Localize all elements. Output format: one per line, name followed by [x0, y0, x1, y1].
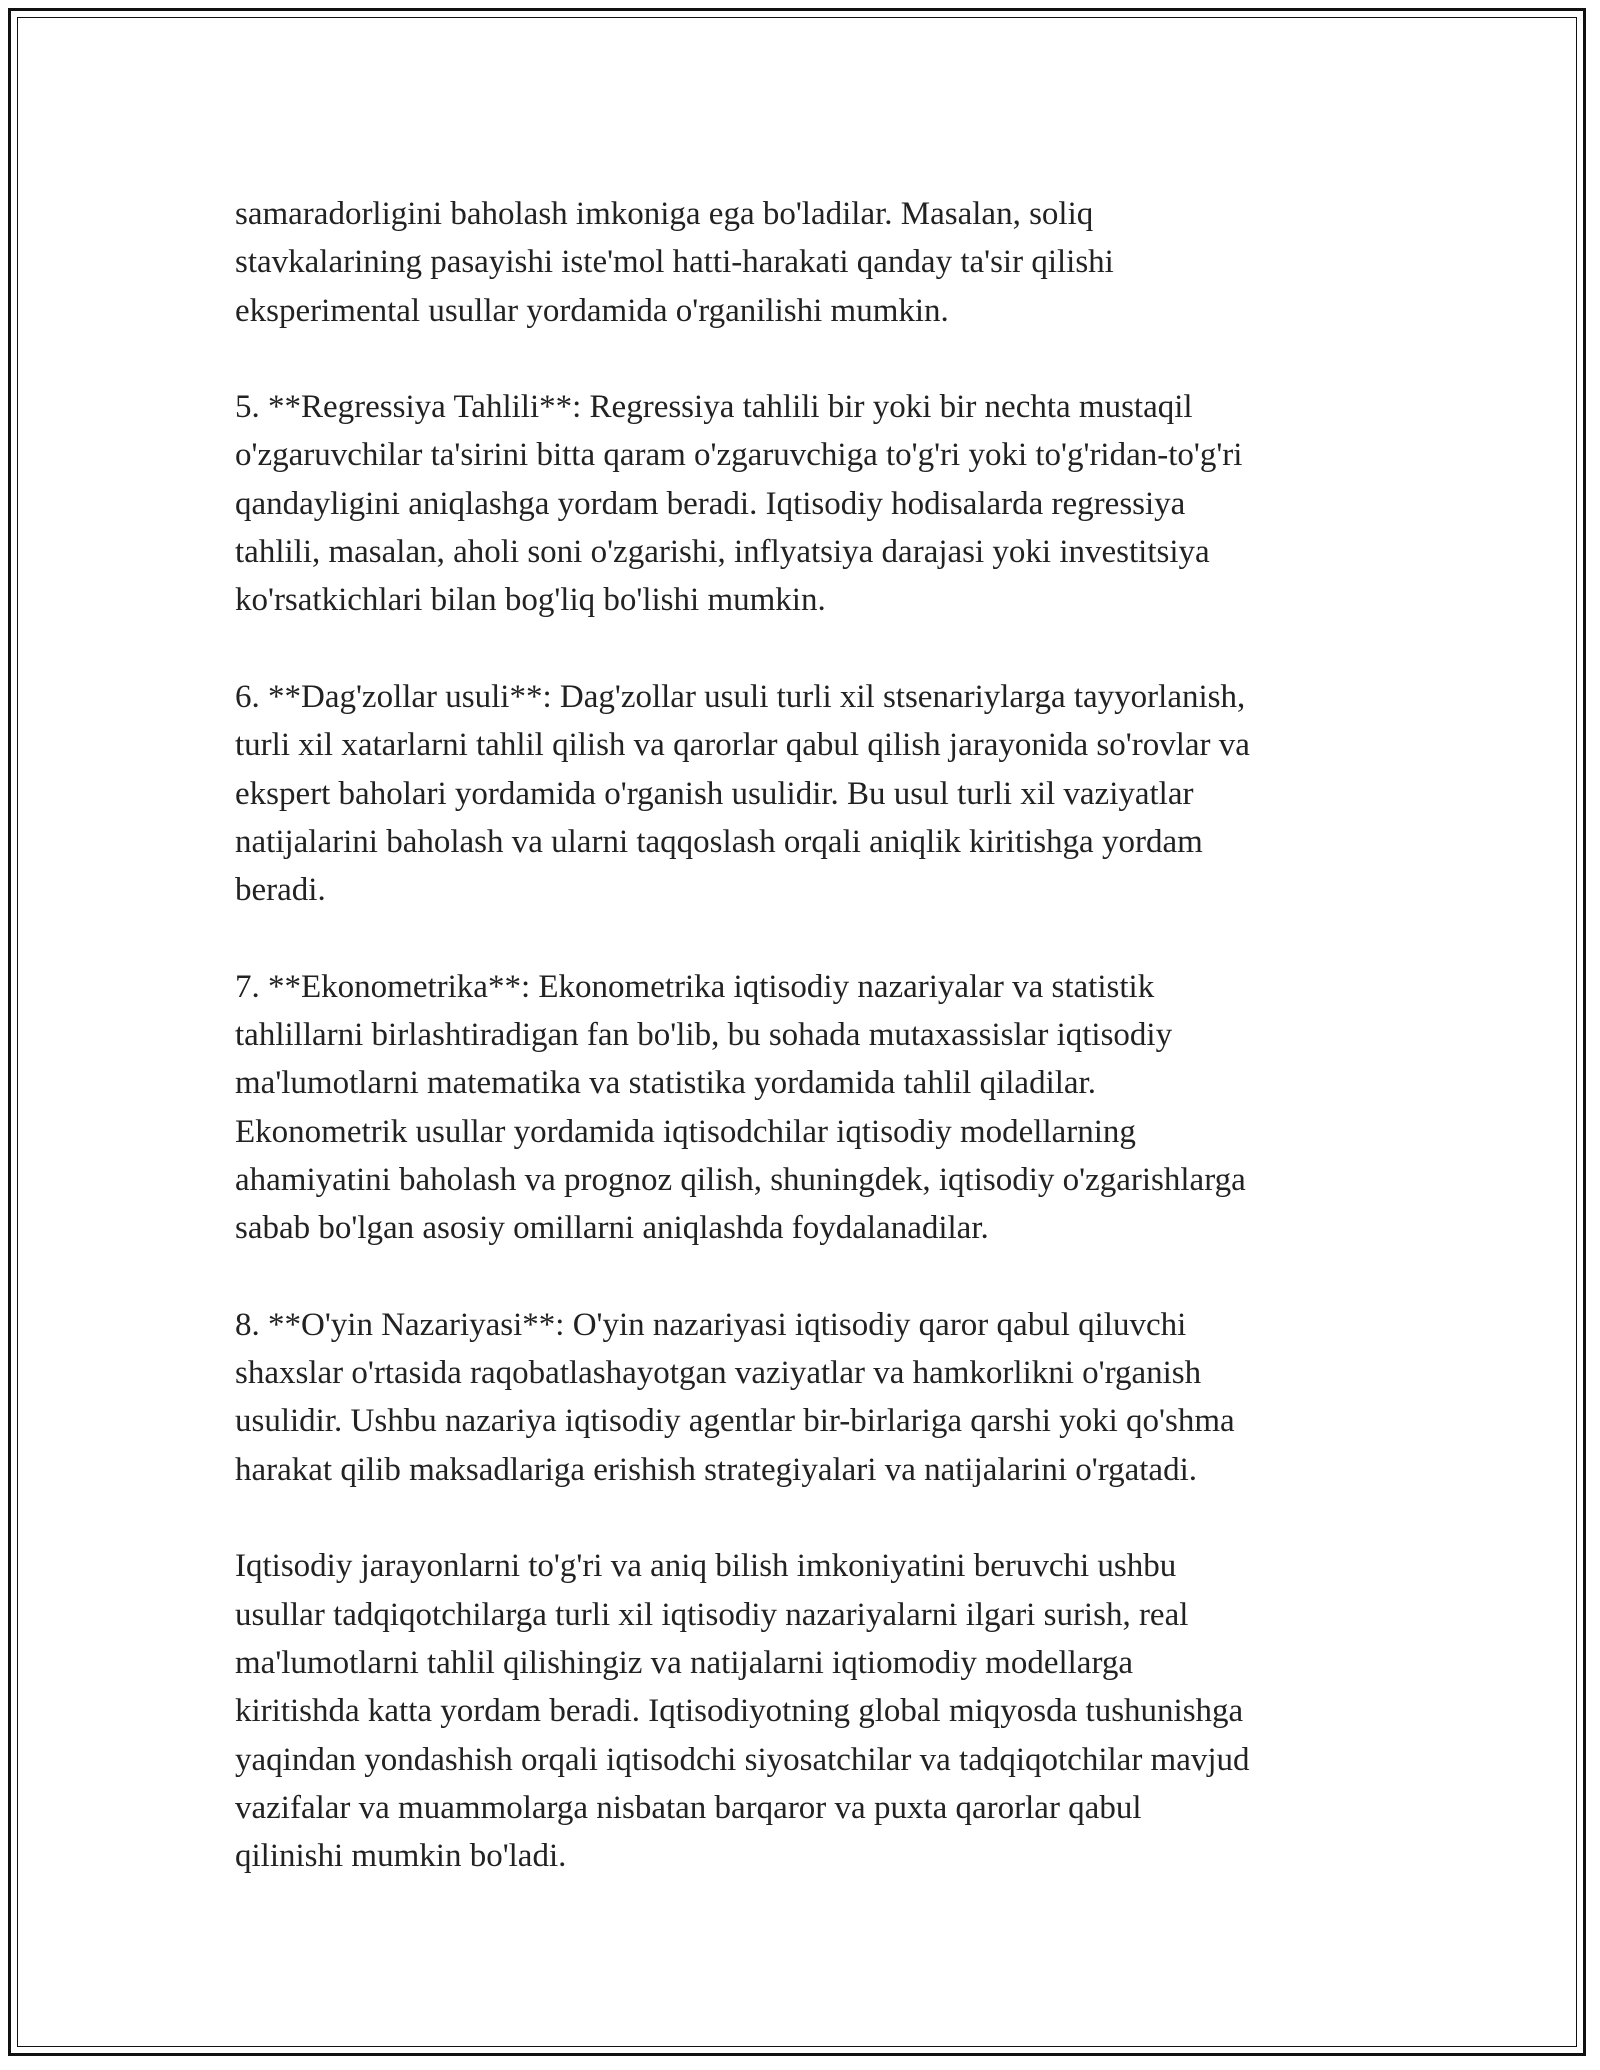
- paragraph-game-theory: 8. **O'yin Nazariyasi**: O'yin nazariyasi iqtisodiy qaror qabul qiluvchi shaxslar o'rtasida raqobatlashayotgan vaziyatlar va hamkorlikni o'rganish usulidir. Ushbu nazariya iqtisodiy agentlar bir-birlariga qarshi yoki qo'shma harakat qilib maksadlariga erishish strategiyalari va natijalarini o'rgatadi.: [235, 1306, 1235, 1488]
- document-body: [235, 190, 1375, 1880]
- paragraph-econometrics: 7. **Ekonometrika**: Ekonometrika iqtisodiy nazariyalar va statistik tahlillarni birlashtiradigan fan bo'lib, bu sohada mutaxassislar iqtisodiy ma'lumotlarni matematika va statistika yordamida tahlil qiladilar. Ekonometrik usullar yordamida iqtisodchilar iqtisodiy modellarning ahamiyatini baholash va prognoz qilish, shuningdek, iqtisodiy o'zgarishlarga sabab bo'lgan asosiy omillarni aniqlashda foydalanadilar.: [235, 968, 1246, 1247]
- paragraph-regression-analysis: 5. **Regressiya Tahlili**: Regressiya tahlili bir yoki bir nechta mustaqil o'zgaruvchilar ta'sirini bitta qaram o'zgaruvchiga to'g'ri yoki to'g'ridan-to'g'ri qandayligini aniqlashga yordam beradi. Iqtisodiy hodisalarda regressiya tahlili, masalan, aholi soni o'zgarishi, inflyatsiya darajasi yoki investitsiya ko'rsatkichlari bilan bog'liq bo'lishi mumkin.: [235, 389, 1243, 619]
- paragraph-conclusion: Iqtisodiy jarayonlarni to'g'ri va aniq bilish imkoniyatini beruvchi ushbu usullar tadqiqotchilarga turli xil iqtisodiy nazariyalarni ilgari surish, real ma'lumotlarni tahlil qilishingiz va natijalarni iqtiomodiy modellarga kiritishda katta yordam beradi. Iqtisodiyotning global miqyosda tushunishga yaqindan yondashish orqali iqtisodchi siyosatchilar va tadqiqotchilar mavjud vazifalar va muammolarga nisbatan barqaror va puxta qarorlar qabul qilinishi mumkin bo'ladi.: [235, 1548, 1250, 1875]
- paragraph-experimental-methods: samaradorligini baholash imkoniga ega bo'ladilar. Masalan, soliq stavkalarining pasayishi iste'mol hatti-harakati qanday ta'sir qilishi eksperimental usullar yordamida o'rganilishi mumkin.: [235, 196, 1114, 329]
- paragraph-scenario-method: 6. **Dag'zollar usuli**: Dag'zollar usuli turli xil stsenariylarga tayyorlanish, turli xil xatarlarni tahlil qilish va qarorlar qabul qilish jarayonida so'rovlar va ekspert baholari yordamida o'rganish usulidir. Bu usul turli xil vaziyatlar natijalarini baholash va ularni taqqoslash orqali aniqlik kiritishga yordam beradi.: [235, 678, 1250, 909]
